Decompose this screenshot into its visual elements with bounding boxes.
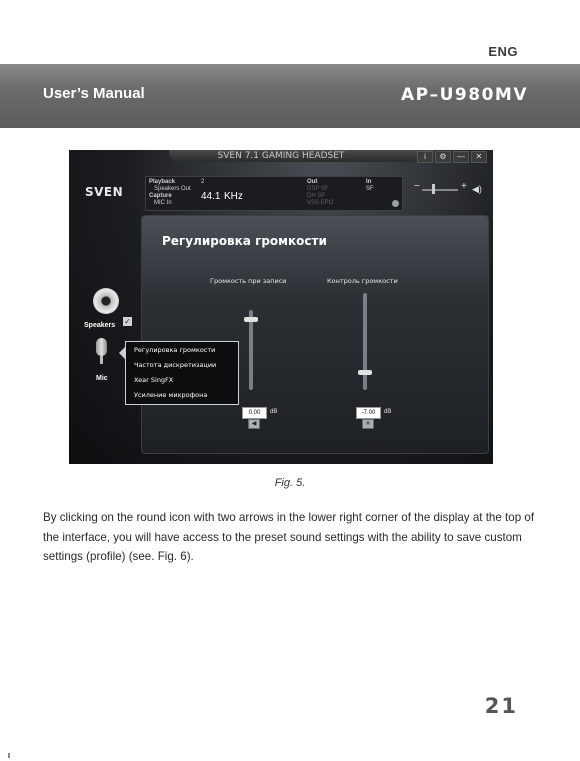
record-volume-input[interactable]: 0.00 [242,407,267,419]
playback-label: Playback [149,179,176,185]
sample-rate-unit: KHz [224,191,243,202]
record-volume-label: Громкость при записи [210,277,287,285]
menu-item-volume[interactable]: Регулировка громкости [134,346,216,354]
language-label: ENG [488,44,518,59]
monitor-mute-icon[interactable]: ✕ [362,419,374,429]
monitor-volume-label: Контроль громкости [327,277,398,285]
figure-caption: Fig. 5. [274,477,306,489]
settings-panel [141,215,489,454]
record-volume-track[interactable] [249,310,253,390]
menu-item-singfx[interactable]: Xear SingFX [134,376,174,384]
record-db-unit: dB [270,409,278,415]
master-volume-slider[interactable] [414,181,486,196]
record-mute-icon[interactable]: ◀ [248,419,260,429]
monitor-volume-track[interactable] [363,293,367,390]
status-display [145,176,403,211]
minimize-button[interactable]: — [453,151,469,163]
mic-device-icon[interactable] [96,338,107,356]
speakers-check-icon[interactable]: ✓ [124,317,131,326]
plus-icon: + [461,181,467,192]
out-label: Out [307,179,318,185]
page-number: 21 [484,694,518,718]
speakers-device-icon[interactable] [93,288,119,314]
speakers-label: Speakers [84,322,116,329]
mic-in-label: MIC In [154,200,172,206]
monitor-volume-input[interactable]: -7.00 [356,407,381,419]
window-controls [417,151,487,163]
monitor-db-unit: dB [384,409,392,415]
sven-logo: SVEN [85,185,124,199]
panel-title: Регулировка громкости [162,234,327,248]
vss-epo-label: VSS EPO [307,200,334,206]
settings-button[interactable]: ⚙ [435,151,451,163]
minus-icon: − [414,181,420,192]
monitor-volume-knob[interactable] [358,370,372,375]
menu-item-mic-boost[interactable]: Усиление микрофона [134,391,208,399]
menu-item-sample-rate[interactable]: Частота дискретизации [134,361,217,369]
app-screenshot [69,150,493,464]
master-volume-track[interactable] [422,189,458,191]
window-title: SVEN 7.1 GAMING HEADSET [217,151,345,161]
sf-label: SF [366,186,374,192]
model-name: AP–U980MV [401,85,528,105]
mic-stand-icon [100,356,103,364]
close-button[interactable]: ✕ [471,151,487,163]
info-button[interactable]: i [417,151,433,163]
speaker-volume-icon: ◀) [472,184,482,194]
master-volume-knob[interactable] [432,184,435,194]
sample-rate: 44.1 [201,191,221,202]
capture-label: Capture [149,193,172,199]
dh-sf-label: DH SF [307,193,325,199]
crop-mark [8,753,10,758]
record-volume-knob[interactable] [244,317,258,322]
speakers-out-label: Speakers Out [154,186,191,192]
manual-title: User’s Manual [43,85,145,102]
dsp-sf-label: DSP SF [307,186,329,192]
body-paragraph: By clicking on the round icon with two arrows in the lower right corner of the display at the top of the interface, you will have access to the preset sound settings with the ability to save custom settings (profile) (see. Fig. 6). [43,511,535,563]
mic-context-menu [125,341,239,405]
playback-channels: 2 [201,179,205,185]
mic-label: Mic [96,375,108,382]
in-label: In [366,179,372,185]
presets-refresh-icon[interactable] [392,200,399,207]
